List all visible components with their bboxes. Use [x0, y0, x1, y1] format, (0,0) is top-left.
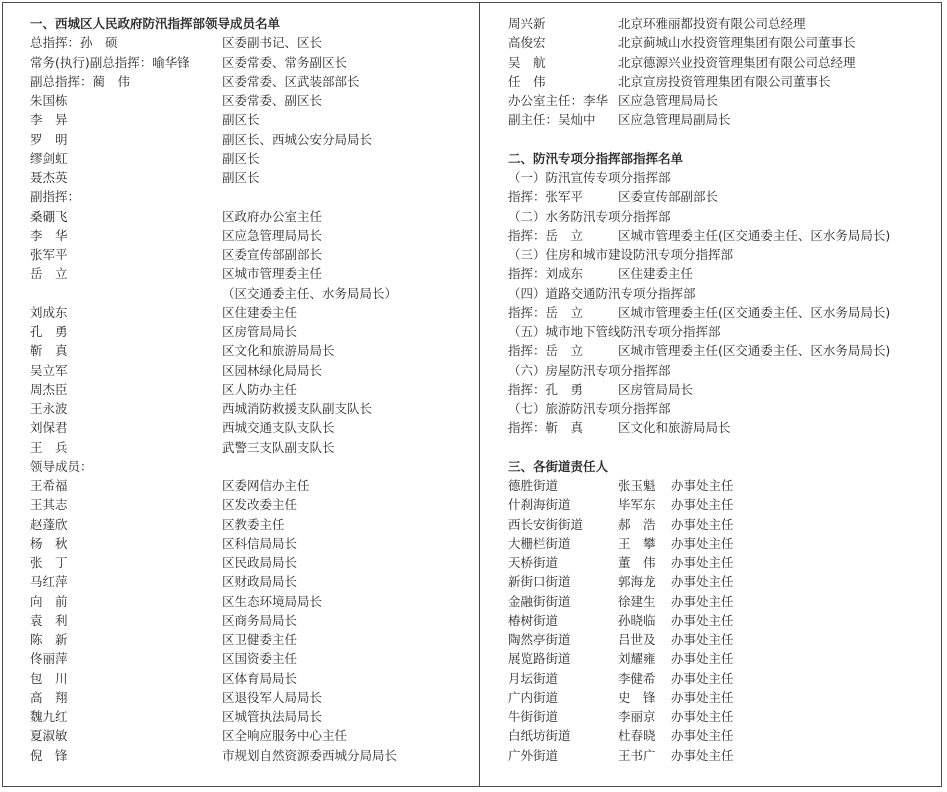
- member-name: 李 异: [30, 112, 68, 128]
- member-name: 领导成员：: [30, 458, 93, 474]
- list-item: [508, 72, 938, 91]
- responsible-name: 毕军东: [618, 497, 656, 513]
- spacer: [508, 438, 938, 457]
- list-item: [30, 110, 470, 129]
- member-name: 靳 真: [30, 343, 68, 359]
- member-title: 区发改委主任: [222, 497, 298, 513]
- responsible-title: 办事处主任: [671, 632, 734, 647]
- responsible-name: 李丽京: [618, 709, 656, 724]
- member-title: 区卫健委主任: [222, 632, 298, 647]
- member-name: 高俊宏: [508, 35, 546, 51]
- member-name: 任 伟: [508, 73, 546, 89]
- commander-title: 区城市管理委主任(区交通委主任、区水务局局长): [618, 227, 891, 243]
- member-name: 王 兵: [30, 439, 68, 455]
- commander-title: 区文化和旅游局局长: [618, 420, 731, 436]
- list-item: [30, 207, 470, 226]
- section-3-heading: 三、各街道责任人: [508, 458, 609, 474]
- responsible-title: 办事处主任: [671, 612, 734, 628]
- right-column: [508, 14, 938, 765]
- member-title: 区退役军人局局长: [222, 689, 323, 705]
- member-title: 区教委主任: [222, 516, 285, 532]
- responsible-name: 王书广: [618, 747, 656, 763]
- responsible-title: 办事处主任: [671, 535, 734, 551]
- list-item: [30, 245, 470, 264]
- member-name: 高 翔: [30, 689, 68, 705]
- list-item: [30, 649, 470, 668]
- member-name: 桑硼飞: [30, 208, 68, 224]
- responsible-title: 办事处主任: [671, 709, 734, 724]
- list-item: [30, 688, 470, 707]
- member-name: 杨 秋: [30, 535, 68, 551]
- list-item: [30, 361, 470, 380]
- member-name: 王其志: [30, 497, 68, 513]
- table-row: [508, 592, 938, 611]
- list-item: [30, 187, 470, 206]
- member-name: 倪 锋: [30, 747, 68, 763]
- member-name: 孔 勇: [30, 324, 68, 339]
- member-name: 马红萍: [30, 574, 68, 590]
- member-title: 区城市管理委主任: [222, 266, 323, 282]
- commander-name: 指挥：刘成东: [508, 266, 584, 282]
- list-item: [508, 14, 938, 33]
- commander-name: 指挥：孔 勇: [508, 381, 584, 397]
- table-row: [508, 707, 938, 726]
- list-item: [508, 341, 938, 360]
- list-item: [30, 534, 470, 553]
- list-item: [508, 380, 938, 399]
- member-title: 区人防办主任: [222, 381, 298, 397]
- street-name: 月坛街道: [508, 670, 559, 686]
- member-name: 周杰臣: [30, 381, 68, 397]
- left-column: [30, 14, 470, 765]
- list-item: [508, 226, 938, 245]
- list-item: [508, 303, 938, 322]
- street-name: 广内街道: [508, 689, 559, 705]
- member-title: （区交通委主任、水务局局长）: [222, 285, 398, 301]
- sub-command-label: （二）水务防汛专项分指挥部: [508, 208, 671, 224]
- list-item: [30, 630, 470, 649]
- member-title: 北京德源兴业投资管理集团有限公司总经理: [618, 54, 856, 70]
- member-name: 王希福: [30, 478, 68, 493]
- member-name: 魏九红: [30, 709, 68, 724]
- list-item: [30, 380, 470, 399]
- table-row: [508, 553, 938, 572]
- responsible-name: 孙晓临: [618, 612, 656, 628]
- list-item: [508, 264, 938, 283]
- responsible-name: 张玉魁: [618, 478, 656, 493]
- member-title: 北京环雅丽都投资有限公司总经理: [618, 16, 806, 31]
- street-name: 广外街道: [508, 747, 559, 763]
- commander-title: 区委宣传部副部长: [618, 189, 719, 205]
- section-1-heading: 一、西城区人民政府防汛指挥部领导成员名单: [30, 16, 281, 31]
- list-item: [508, 110, 938, 129]
- list-item: [30, 707, 470, 726]
- street-name: 新街口街道: [508, 574, 571, 590]
- list-item: [30, 226, 470, 245]
- commander-name: 指挥：岳 立: [508, 304, 584, 320]
- list-item: [30, 611, 470, 630]
- member-title: 区委常委、副区长: [222, 93, 323, 108]
- street-name: 陶然亭街道: [508, 632, 571, 647]
- sub-command-list: [508, 168, 938, 438]
- member-name: 缪剑虹: [30, 150, 68, 166]
- member-title: 区财政局局长: [222, 574, 298, 590]
- member-title: 区应急管理局副局长: [618, 112, 731, 128]
- member-title: 武警三支队副支队长: [222, 439, 335, 455]
- list-item: [30, 33, 470, 52]
- sub-command-label: （一）防汛宣传专项分指挥部: [508, 170, 671, 185]
- member-title: 区科信局局长: [222, 535, 298, 551]
- responsible-name: 吕世及: [618, 632, 656, 647]
- sub-command-label: （五）城市地下管线防汛专项分指挥部: [508, 324, 721, 339]
- list-item: [508, 418, 938, 437]
- table-row: [508, 611, 938, 630]
- list-item: [30, 438, 470, 457]
- sub-command-label: （四）道路交通防汛专项分指挥部: [508, 285, 696, 301]
- list-item: [508, 33, 938, 52]
- list-item: [508, 187, 938, 206]
- list-item: [30, 149, 470, 168]
- sub-command-label: （七）旅游防汛专项分指挥部: [508, 401, 671, 416]
- member-name: 朱国栋: [30, 93, 68, 108]
- member-name: 刘保君: [30, 420, 68, 436]
- responsible-name: 杜春晓: [618, 728, 656, 744]
- street-name: 西长安街街道: [508, 516, 584, 532]
- list-item: [30, 303, 470, 322]
- member-name: 向 前: [30, 593, 68, 609]
- responsible-name: 李健希: [618, 670, 656, 686]
- street-name: 什刹海街道: [508, 497, 571, 513]
- section-2-heading: 二、防汛专项分指挥部指挥名单: [508, 150, 684, 166]
- leadership-list-continued: [508, 14, 938, 130]
- member-title: 副区长: [222, 170, 260, 185]
- commander-name: 指挥：岳 立: [508, 227, 584, 243]
- responsible-name: 刘耀雍: [618, 651, 656, 667]
- responsible-title: 办事处主任: [671, 728, 734, 744]
- table-row: [508, 746, 938, 765]
- list-item: [508, 91, 938, 110]
- commander-name: 指挥：靳 真: [508, 420, 584, 436]
- list-item: [30, 495, 470, 514]
- member-name: 周兴新: [508, 16, 546, 31]
- member-title: 北京宣房投资管理集团有限公司董事长: [618, 73, 831, 89]
- street-name: 天桥街道: [508, 555, 559, 570]
- member-title: 区商务局局长: [222, 612, 298, 628]
- table-row: [508, 726, 938, 745]
- commander-title: 区城市管理委主任(区交通委主任、区水务局局长): [618, 343, 891, 359]
- member-title: 区园林绿化局局长: [222, 362, 323, 378]
- table-row: [508, 649, 938, 668]
- responsible-title: 办事处主任: [671, 670, 734, 686]
- list-item: [30, 572, 470, 591]
- responsible-name: 史 锋: [618, 689, 656, 705]
- list-item: [30, 91, 470, 110]
- list-item: [30, 515, 470, 534]
- list-item: [508, 53, 938, 72]
- member-title: 区应急管理局局长: [618, 93, 719, 108]
- member-title: 区政府办公室主任: [222, 208, 323, 224]
- member-name: 夏淑敏: [30, 728, 68, 744]
- leadership-list: [30, 33, 470, 765]
- street-name: 展览路街道: [508, 651, 571, 667]
- list-item: [30, 168, 470, 187]
- member-title: 区委副书记、区长: [222, 35, 323, 51]
- member-name: 包 川: [30, 670, 68, 686]
- list-item: [30, 322, 470, 341]
- street-name: 牛街街道: [508, 709, 559, 724]
- list-item: [30, 399, 470, 418]
- responsible-name: 郝 浩: [618, 516, 656, 532]
- member-name: 总指挥：孙 硕: [30, 35, 118, 51]
- member-name: 聂杰英: [30, 170, 68, 185]
- list-item: [30, 746, 470, 765]
- member-name: 赵蓬欣: [30, 516, 68, 532]
- member-name: 张军平: [30, 247, 68, 262]
- member-name: 副主任：吴灿中: [508, 112, 596, 128]
- street-name: 德胜街道: [508, 478, 559, 493]
- member-title: 市规划自然资源委西城分局局长: [222, 747, 398, 763]
- responsible-name: 徐建生: [618, 593, 656, 609]
- responsible-title: 办事处主任: [671, 593, 734, 609]
- member-name: 岳 立: [30, 266, 68, 282]
- responsible-title: 办事处主任: [671, 516, 734, 532]
- list-item: [30, 418, 470, 437]
- member-name: 李 华: [30, 227, 68, 243]
- member-title: 区民政局局长: [222, 555, 298, 570]
- member-name: 吴立军: [30, 362, 68, 378]
- list-item: [30, 476, 470, 495]
- commander-name: 指挥：岳 立: [508, 343, 584, 359]
- sub-command-label: （三）住房和城市建设防汛专项分指挥部: [508, 247, 734, 262]
- street-name: 白纸坊街道: [508, 728, 571, 744]
- table-row: [508, 534, 938, 553]
- member-title: 区住建委主任: [222, 304, 298, 320]
- street-name: 金融街街道: [508, 593, 571, 609]
- member-name: 吴 航: [508, 54, 546, 70]
- commander-title: 区房管局局长: [618, 381, 694, 397]
- responsible-title: 办事处主任: [671, 497, 734, 513]
- table-row: [508, 669, 938, 688]
- list-item: [30, 553, 470, 572]
- member-title: 西城交通支队支队长: [222, 420, 335, 436]
- column-divider: [479, 2, 480, 787]
- responsible-title: 办事处主任: [671, 689, 734, 705]
- member-title: 区体育局局长: [222, 670, 298, 686]
- spacer: [508, 130, 938, 149]
- table-row: [508, 495, 938, 514]
- member-title: 区委网信办主任: [222, 478, 310, 493]
- commander-title: 区住建委主任: [618, 266, 694, 282]
- commander-name: 指挥：张军平: [508, 189, 584, 205]
- member-name: 副指挥：: [30, 189, 81, 205]
- list-item: [30, 457, 470, 476]
- member-title: 副区长: [222, 150, 260, 166]
- member-name: 常务(执行)副总指挥：喻华锋: [30, 54, 190, 70]
- responsible-name: 董 伟: [618, 555, 656, 570]
- street-name: 椿树街道: [508, 612, 559, 628]
- list-item: [30, 264, 470, 283]
- table-row: [508, 476, 938, 495]
- list-item: [30, 669, 470, 688]
- table-row: [508, 572, 938, 591]
- table-row: [508, 515, 938, 534]
- member-name: 王永波: [30, 401, 68, 416]
- list-item: [30, 592, 470, 611]
- member-name: 刘成东: [30, 304, 68, 320]
- street-name: 大栅栏街道: [508, 535, 571, 551]
- responsible-name: 王 攀: [618, 535, 656, 551]
- responsible-title: 办事处主任: [671, 651, 734, 667]
- list-item: [30, 284, 470, 303]
- member-title: 副区长、西城公安分局局长: [222, 131, 373, 147]
- responsible-title: 办事处主任: [671, 574, 734, 590]
- member-title: 区生态环境局局长: [222, 593, 323, 609]
- street-responsible-list: [508, 476, 938, 765]
- member-name: 袁 利: [30, 612, 68, 628]
- list-item: [30, 130, 470, 149]
- member-title: 区文化和旅游局局长: [222, 343, 335, 359]
- responsible-title: 办事处主任: [671, 478, 734, 493]
- sub-command-label: （六）房屋防汛专项分指挥部: [508, 362, 671, 378]
- member-title: 区委宣传部副部长: [222, 247, 323, 262]
- member-name: 张 丁: [30, 555, 68, 570]
- table-row: [508, 630, 938, 649]
- table-row: [508, 688, 938, 707]
- list-item: [30, 53, 470, 72]
- member-name: 罗 明: [30, 131, 68, 147]
- responsible-title: 办事处主任: [671, 555, 734, 570]
- list-item: [30, 72, 470, 91]
- member-title: 区国资委主任: [222, 651, 298, 667]
- responsible-name: 郭海龙: [618, 574, 656, 590]
- member-name: 陈 新: [30, 632, 68, 647]
- member-name: 办公室主任：李华: [508, 93, 609, 108]
- commander-title: 区城市管理委主任(区交通委主任、区水务局局长): [618, 304, 891, 320]
- member-title: 区委常委、常务副区长: [222, 54, 348, 70]
- member-title: 区委常委、区武装部部长: [222, 73, 360, 89]
- member-title: 副区长: [222, 112, 260, 128]
- member-name: 佟丽萍: [30, 651, 68, 667]
- list-item: [30, 341, 470, 360]
- member-title: 区应急管理局局长: [222, 227, 323, 243]
- responsible-title: 办事处主任: [671, 747, 734, 763]
- list-item: [30, 726, 470, 745]
- member-title: 北京蓟城山水投资管理集团有限公司董事长: [618, 35, 856, 51]
- member-name: 副总指挥：蔺 伟: [30, 73, 131, 89]
- member-title: 西城消防救援支队副支队长: [222, 401, 373, 416]
- member-title: 区房管局局长: [222, 324, 298, 339]
- member-title: 区城管执法局局长: [222, 709, 323, 724]
- member-title: 区全响应服务中心主任: [222, 728, 348, 744]
